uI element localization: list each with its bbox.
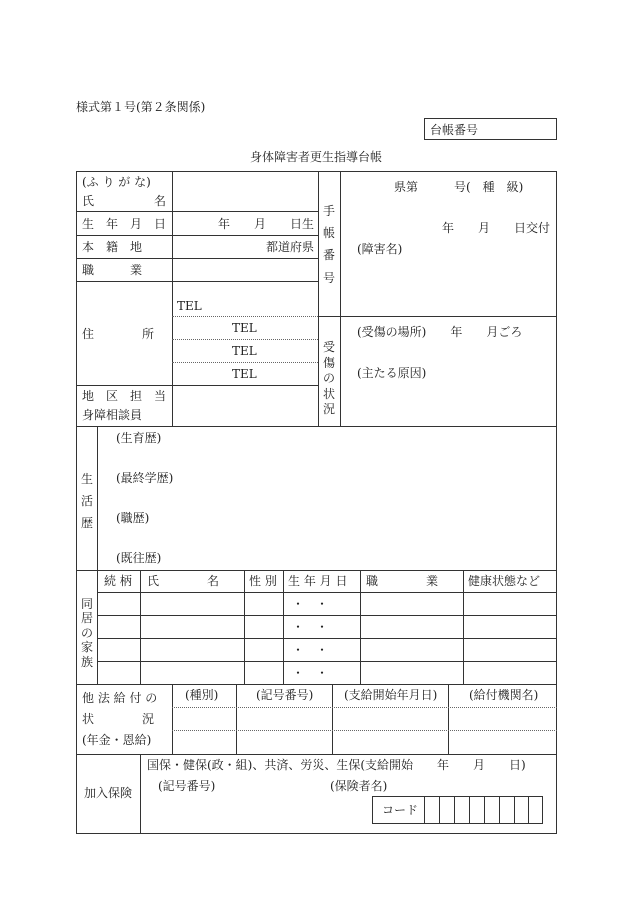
- birth-value[interactable]: 年 月 日生: [218, 217, 315, 231]
- district-label-2: 身障相談員: [82, 408, 143, 422]
- tel-4[interactable]: TEL: [232, 367, 257, 381]
- ledger-number-label: 台帳番号: [430, 123, 479, 137]
- life-history-birth[interactable]: (生育歴): [116, 431, 162, 445]
- handbook-label: 手帳番号: [322, 204, 335, 285]
- name-field[interactable]: [174, 173, 316, 209]
- family-header-birth: 生 年 月 日: [288, 574, 348, 588]
- family-label: 同居の家族: [80, 597, 93, 669]
- injury-cause[interactable]: (主たる原因): [357, 366, 427, 380]
- family-row-2-date[interactable]: ・ ・: [292, 620, 329, 634]
- insurance-insurer-name[interactable]: (保険者名): [330, 779, 388, 793]
- family-row-3-date[interactable]: ・ ・: [292, 643, 329, 657]
- insurance-types[interactable]: 国保・健保(政・組)、共済、労災、生保(支給開始 年 月 日): [147, 758, 526, 772]
- insurance-symbol-number[interactable]: (記号番号): [158, 779, 216, 793]
- tel-1[interactable]: TEL: [177, 299, 202, 313]
- domicile-value[interactable]: 都道府県: [266, 240, 315, 254]
- address-label: 住 所: [82, 327, 155, 341]
- injury-place[interactable]: (受傷の場所) 年 月ごろ: [357, 325, 523, 339]
- family-header-health: 健康状態など: [468, 574, 541, 588]
- benefits-header-number: (記号番号): [256, 688, 314, 702]
- life-history-job[interactable]: (職歴): [116, 511, 150, 525]
- birth-label: 生 年 月 日: [82, 217, 167, 231]
- benefits-header-agency: (給付機関名): [469, 688, 539, 702]
- occupation-label: 職 業: [82, 263, 143, 277]
- furigana-label: (ふ り が な): [82, 175, 151, 189]
- handbook-issue[interactable]: 年 月 日交付: [442, 221, 551, 235]
- benefits-label-3: (年金・恩給): [82, 733, 152, 747]
- domicile-label: 本 籍 地: [82, 240, 143, 254]
- benefits-header-start: (支給開始年月日): [344, 688, 438, 702]
- handbook-pref[interactable]: 県第 号( 種 級): [394, 180, 524, 194]
- code-label: コード: [382, 803, 419, 817]
- tel-2[interactable]: TEL: [232, 321, 257, 335]
- district-label-1: 地 区 担 当: [82, 389, 167, 403]
- family-header-name: 氏 名: [147, 574, 220, 588]
- ledger-number-box[interactable]: [424, 118, 557, 140]
- life-history-education[interactable]: (最終学歴): [116, 471, 174, 485]
- district-field[interactable]: [174, 387, 316, 424]
- family-header-sex: 性 別: [249, 574, 277, 588]
- tel-3[interactable]: TEL: [232, 344, 257, 358]
- disability-name[interactable]: (障害名): [357, 242, 403, 256]
- family-row-1-date[interactable]: ・ ・: [292, 597, 329, 611]
- injury-label: 受傷の状況: [322, 340, 335, 417]
- family-header-relation: 続 柄: [104, 574, 132, 588]
- name-label: 氏 名: [82, 194, 167, 208]
- benefits-label-2: 状 況: [82, 712, 155, 726]
- page-title: 身体障害者更生指導台帳: [250, 150, 383, 164]
- family-header-occupation: 職 業: [366, 574, 439, 588]
- occupation-field[interactable]: [174, 260, 316, 280]
- benefits-header-type: (種別): [185, 688, 219, 702]
- form-number: 様式第１号(第２条関係): [76, 100, 206, 114]
- life-history-label: 生活歴: [80, 472, 93, 531]
- family-row-4-date[interactable]: ・ ・: [292, 666, 329, 680]
- life-history-medical[interactable]: (既往歴): [116, 551, 162, 565]
- insurance-label: 加入保険: [84, 786, 133, 800]
- benefits-label-1: 他 法 給 付 の: [82, 691, 158, 705]
